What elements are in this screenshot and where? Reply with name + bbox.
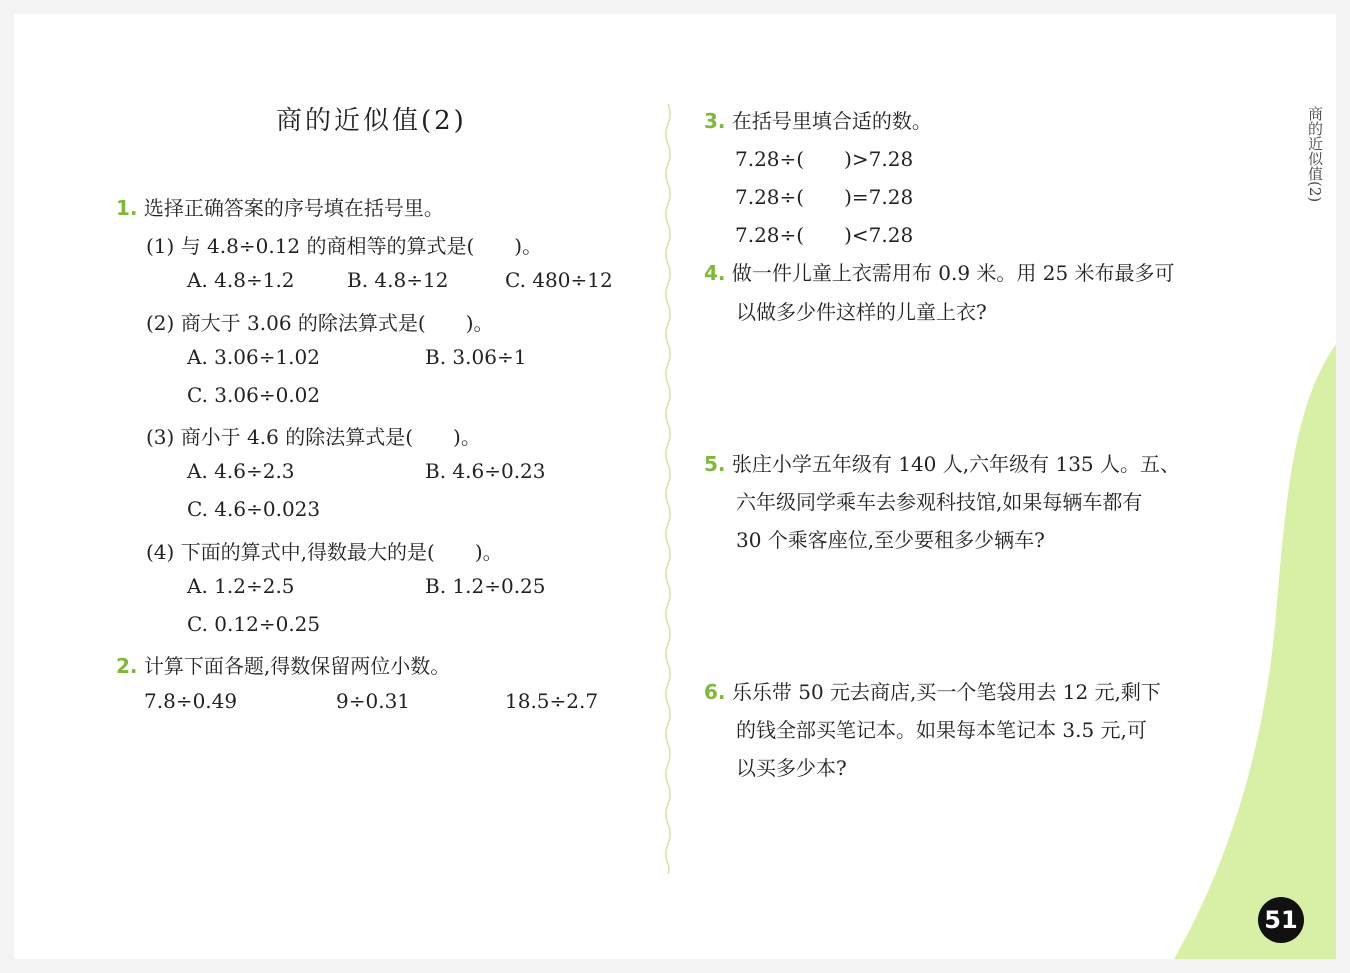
- q2-item-1: 7.8÷0.49: [144, 689, 238, 713]
- question-1-number: 1.: [116, 196, 138, 220]
- question-6-line-3: 以买多少本?: [736, 756, 847, 780]
- question-6-number: 6.: [704, 680, 726, 704]
- q1-part2-stem: (2) 商大于 3.06 的除法算式是( )。: [146, 311, 494, 335]
- question-6-line-1: 乐乐带 50 元去商店,买一个笔袋用去 12 元,剩下: [731, 680, 1161, 704]
- question-5: [704, 448, 1180, 477]
- workbook-page: [14, 14, 1336, 959]
- question-6: [704, 676, 1161, 705]
- question-5-line-2: 六年级同学乘车去参观科技馆,如果每辆车都有: [736, 490, 1143, 514]
- q1-part2-option-b: B. 3.06÷1: [425, 345, 527, 369]
- page-number-badge: 51: [1258, 897, 1304, 943]
- question-3-number: 3.: [704, 109, 726, 133]
- question-2: [116, 650, 450, 679]
- q1-part1-stem: (1) 与 4.8÷0.12 的商相等的算式是( )。: [146, 234, 543, 258]
- question-1: [116, 192, 444, 221]
- q3-row-2: 7.28÷( )=7.28: [735, 185, 914, 209]
- q1-part1-option-b: B. 4.8÷12: [347, 268, 449, 292]
- q3-row-3: 7.28÷( )<7.28: [735, 223, 914, 247]
- q1-part4-option-a: A. 1.2÷2.5: [187, 574, 295, 598]
- q2-item-2: 9÷0.31: [336, 689, 411, 713]
- question-4: [704, 257, 1175, 286]
- q1-part4-option-c: C. 0.12÷0.25: [187, 612, 321, 636]
- question-3: [704, 105, 932, 134]
- question-5-line-3: 30 个乘客座位,至少要租多少辆车?: [736, 528, 1045, 552]
- q1-part2-option-a: A. 3.06÷1.02: [187, 345, 320, 369]
- question-3-text: 在括号里填合适的数。: [731, 109, 932, 133]
- question-5-number: 5.: [704, 452, 726, 476]
- q1-part3-option-b: B. 4.6÷0.23: [425, 459, 546, 483]
- page-title: 商的近似值(2): [276, 106, 467, 136]
- side-section-label: 商的近似值(2): [1306, 106, 1324, 203]
- question-2-text: 计算下面各题,得数保留两位小数。: [143, 654, 451, 678]
- question-1-text: 选择正确答案的序号填在括号里。: [143, 196, 444, 220]
- question-6-line-2: 的钱全部买笔记本。如果每本笔记本 3.5 元,可: [736, 718, 1147, 742]
- q1-part3-stem: (3) 商小于 4.6 的除法算式是( )。: [146, 425, 481, 449]
- question-4-number: 4.: [704, 261, 726, 285]
- q1-part4-stem: (4) 下面的算式中,得数最大的是( )。: [146, 540, 503, 564]
- wavy-divider: [664, 104, 672, 874]
- q1-part2-option-c: C. 3.06÷0.02: [187, 383, 321, 407]
- question-4-line-1: 做一件儿童上衣需用布 0.9 米。用 25 米布最多可: [731, 261, 1175, 285]
- question-5-line-1: 张庄小学五年级有 140 人,六年级有 135 人。五、: [731, 452, 1181, 476]
- q1-part1-option-c: C. 480÷12: [505, 268, 613, 292]
- q3-row-1: 7.28÷( )>7.28: [735, 147, 914, 171]
- q1-part3-option-c: C. 4.6÷0.023: [187, 497, 321, 521]
- question-4-line-2: 以做多少件这样的儿童上衣?: [736, 300, 987, 324]
- q1-part3-option-a: A. 4.6÷2.3: [187, 459, 295, 483]
- q1-part1-option-a: A. 4.8÷1.2: [187, 268, 295, 292]
- question-2-number: 2.: [116, 654, 138, 678]
- q2-item-3: 18.5÷2.7: [505, 689, 599, 713]
- q1-part4-option-b: B. 1.2÷0.25: [425, 574, 546, 598]
